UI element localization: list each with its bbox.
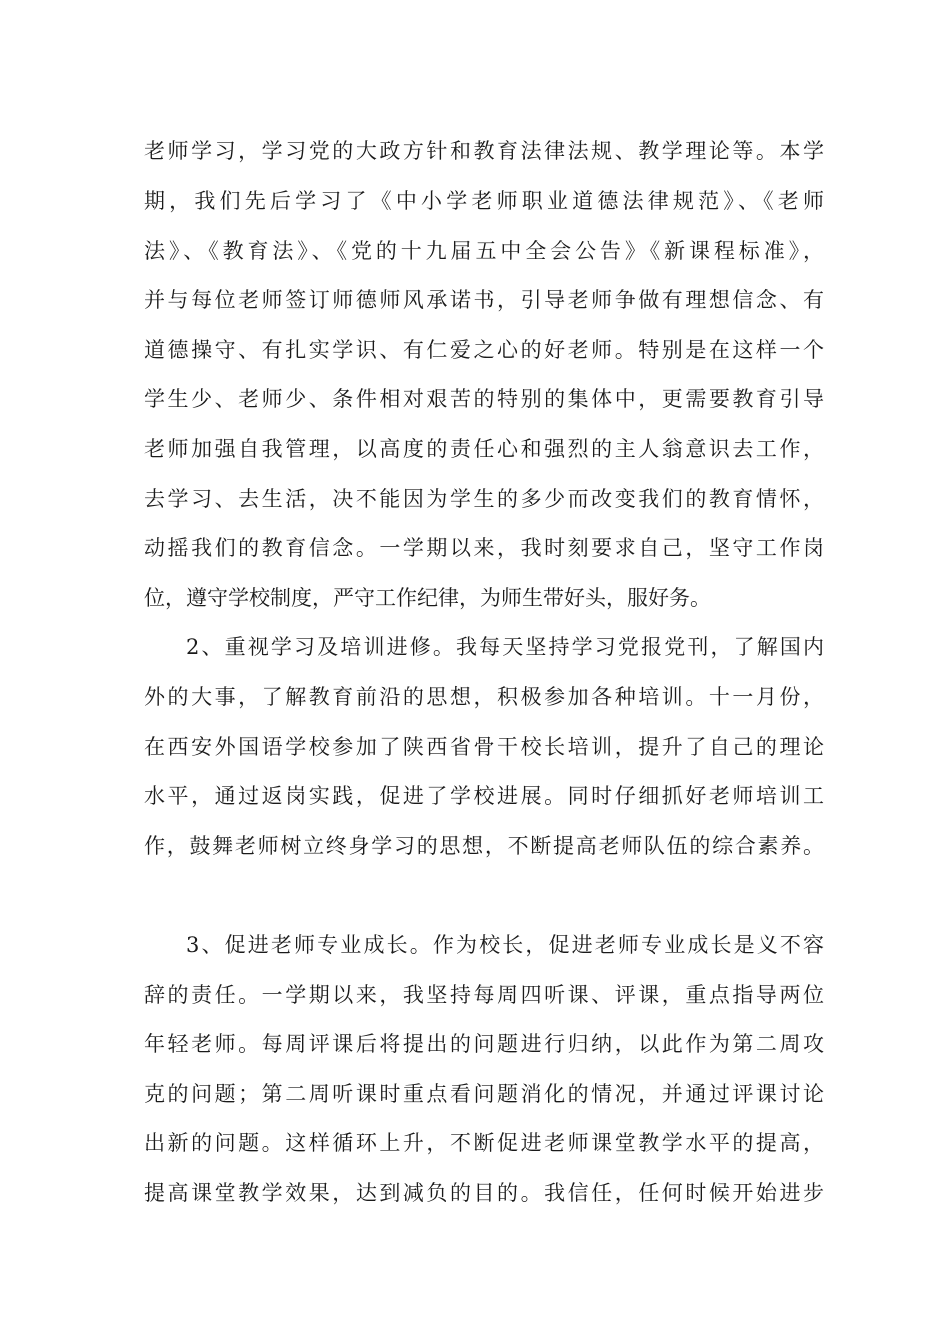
text-line: 动摇我们的教育信念。一学期以来，我时刻要求自己，坚守工作岗: [144, 536, 824, 560]
text-line: 3、促进老师专业成长。作为校长，促进老师专业成长是义不容: [186, 933, 824, 957]
text-line: 在西安外国语学校参加了陕西省骨干校长培训，提升了自己的理论: [144, 735, 824, 759]
text-line: 年轻老师。每周评课后将提出的问题进行归纳，以此作为第二周攻: [144, 1032, 824, 1056]
text-line: 出新的问题。这样循环上升，不断促进老师课堂教学水平的提高，: [144, 1131, 824, 1155]
text-line: 外的大事，了解教育前沿的思想，积极参加各种培训。十一月份，: [144, 685, 824, 709]
text-line: 并与每位老师签订师德师风承诺书，引导老师争做有理想信念、有: [144, 288, 824, 312]
text-line: 期，我们先后学习了《中小学老师职业道德法律规范》、《老师: [144, 189, 824, 213]
text-line: 法》、《教育法》、《党的十九届五中全会公告》《新课程标准》，: [144, 239, 824, 263]
text-line: 老师学习，学习党的大政方针和教育法律法规、教学理论等。本学: [144, 139, 824, 163]
text-line: 提高课堂教学效果，达到减负的目的。我信任，任何时候开始进步: [144, 1181, 824, 1205]
text-line: 学生少、老师少、条件相对艰苦的特别的集体中，更需要教育引导: [144, 387, 824, 411]
text-line: 老师加强自我管理，以高度的责任心和强烈的主人翁意识去工作，: [144, 437, 824, 461]
text-line: 去学习、去生活，决不能因为学生的多少而改变我们的教育情怀，: [144, 487, 824, 511]
text-line: 克的问题；第二周听课时重点看问题消化的情况，并通过评课讨论: [144, 1082, 824, 1106]
text-line: 水平，通过返岗实践，促进了学校进展。同时仔细抓好老师培训工: [144, 784, 824, 808]
text-line: 辞的责任。一学期以来，我坚持每周四听课、评课，重点指导两位: [144, 983, 824, 1007]
text-line: 2、重视学习及培训进修。我每天坚持学习党报党刊，了解国内: [186, 635, 824, 659]
text-line: 作，鼓舞老师树立终身学习的思想，不断提高老师队伍的综合素养。: [144, 834, 824, 858]
text-line: 道德操守、有扎实学识、有仁爱之心的好老师。特别是在这样一个: [144, 338, 824, 362]
text-line: 位，遵守学校制度，严守工作纪律，为师生带好头，服好务。: [144, 586, 711, 610]
